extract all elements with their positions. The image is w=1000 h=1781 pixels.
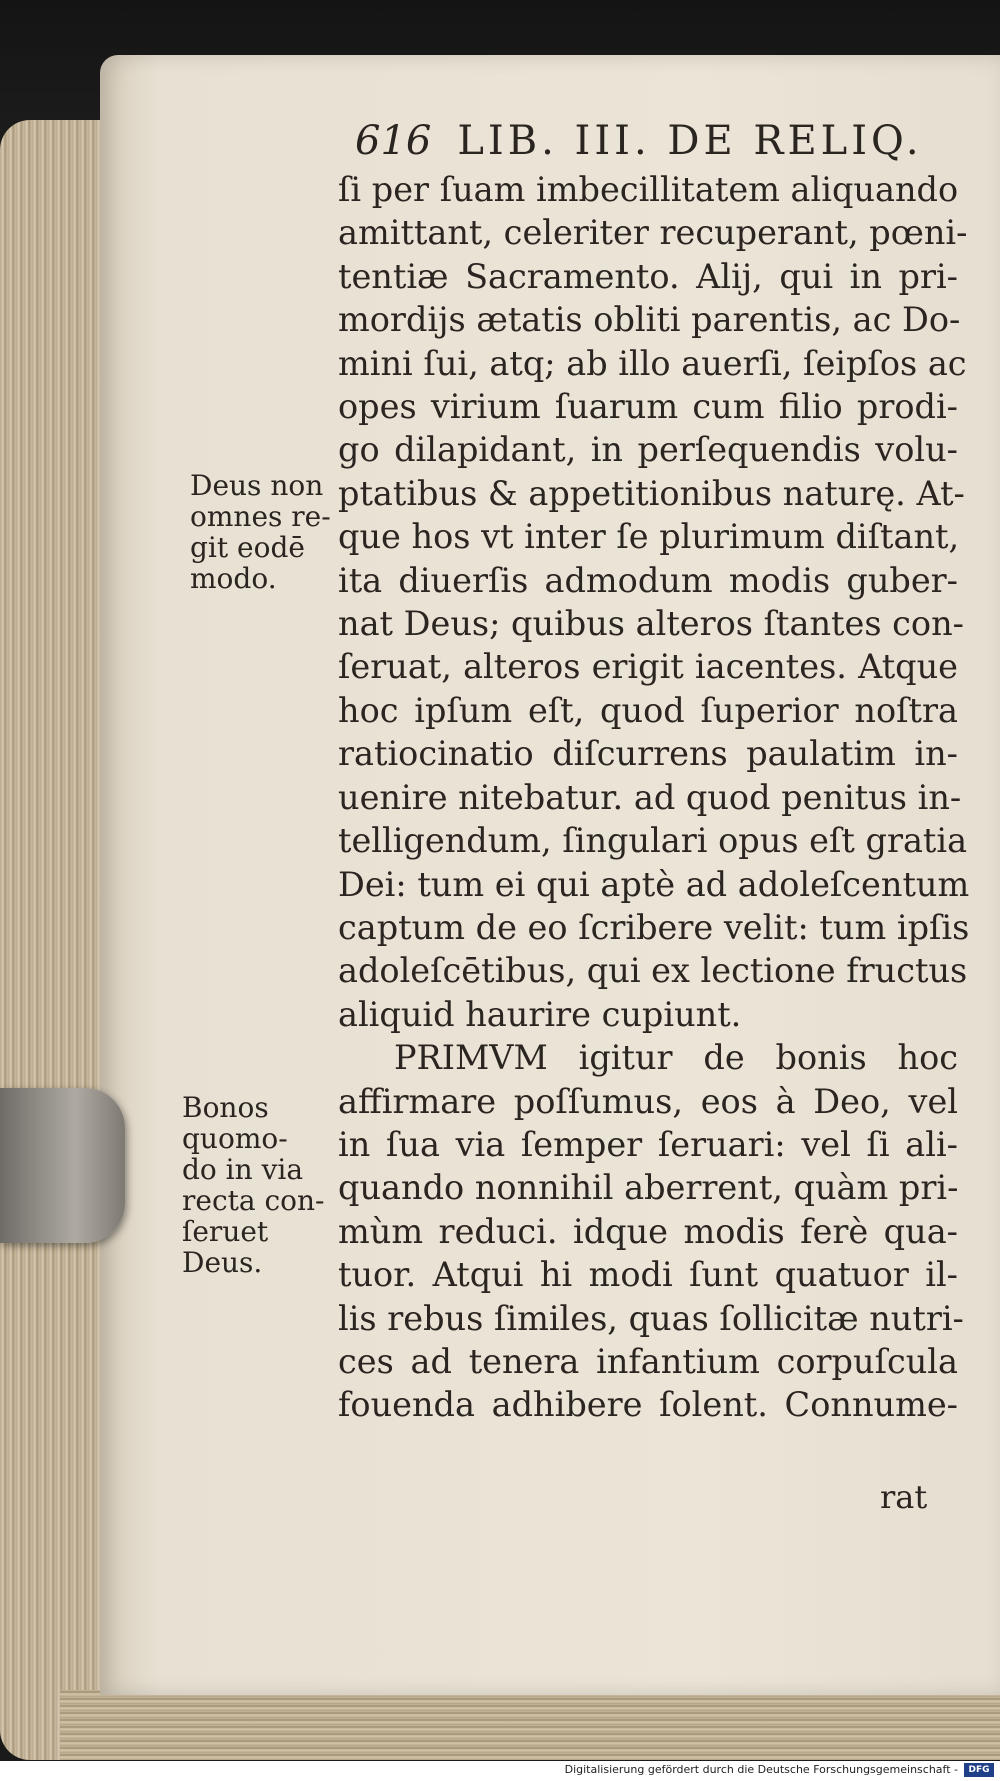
text-line: quando nonnihil aberrent, quàm pri- — [338, 1168, 959, 1208]
text-line: ſeruat, alteros erigit iacentes. Atque — [338, 647, 958, 687]
running-head-title: LIB. III. DE RELIQ. — [457, 118, 923, 164]
marginal-note-line: Deus non — [190, 469, 324, 502]
marginal-note-line: do in via — [182, 1153, 304, 1186]
text-line: opes virium ſuarum cum filio prodi- — [338, 387, 958, 427]
marginal-note-line: recta con- — [182, 1184, 325, 1217]
text-line: PRIMVM igitur de bonis hoc — [394, 1038, 958, 1078]
marginal-note-line: ſeruet — [182, 1215, 269, 1248]
text-line: mini ſui, atq; ab illo auerſi, ſeipſos ac — [338, 343, 967, 383]
text-line: aliquid haurire cupiunt. — [338, 994, 742, 1034]
body-text — [338, 168, 970, 1427]
marginal-note-line: git eodē — [190, 531, 305, 564]
text-line: go dilapidant, in perſequendis volu- — [338, 430, 958, 470]
catchword: rat — [880, 1478, 928, 1516]
text-line: adoleſcētibus, qui ex lectione fructus — [338, 951, 968, 991]
book-clasp — [0, 1088, 125, 1243]
book-page-edges — [0, 120, 110, 1760]
running-head — [355, 118, 955, 164]
dfg-logo-icon: DFG — [964, 1763, 994, 1777]
text-line: que hos vt inter ſe plurimum diſtant, — [338, 517, 960, 557]
text-line: tuor. Atqui hi modi ſunt quatuor il- — [338, 1255, 958, 1295]
text-line: amittant, celeriter recuperant, pœni- — [338, 213, 968, 253]
text-line: uenire nitebatur. ad quod penitus in- — [338, 777, 962, 817]
text-line: Dei: tum ei qui aptè ad adoleſcentum — [338, 864, 970, 904]
text-line: ptatibus & appetitionibus naturę. At- — [338, 473, 965, 513]
marginal-note-line: Deus. — [182, 1246, 263, 1279]
text-line: captum de eo ſcribere velit: tum ipſis — [338, 907, 970, 947]
text-line: ita diuerſis admodum modis guber- — [338, 560, 958, 600]
book-bottom-edges — [60, 1690, 1000, 1760]
text-line: fouenda adhibere ſolent. Connume- — [338, 1385, 958, 1425]
marginal-note-line: quomo- — [182, 1122, 288, 1155]
text-line: nat Deus; quibus alteros ſtantes con- — [338, 604, 964, 644]
text-line: tentiæ Sacramento. Alij, qui in pri- — [338, 256, 958, 296]
page-number: 616 — [355, 118, 432, 164]
text-line: ſi per ſuam imbecillitatem aliquando — [338, 170, 959, 209]
text-line: ratiocinatio diſcurrens paulatim in- — [338, 734, 958, 774]
text-line: mordijs ætatis obliti parentis, ac Do- — [338, 300, 961, 340]
text-line: ces ad tenera infantium corpuſcula — [338, 1341, 958, 1381]
text-line: affirmare poſſumus, eos à Deo, vel — [338, 1081, 958, 1121]
marginal-note-good-preserved — [182, 1092, 325, 1278]
marginal-note-line: Bonos — [182, 1091, 269, 1124]
text-line: lis rebus ſimiles, quas ſollicitæ nutri- — [338, 1298, 964, 1338]
funding-credit: Digitalisierung gefördert durch die Deutsche Forschungsgemeinschaft - — [564, 1763, 958, 1776]
text-line: telligendum, ſingulari opus eſt gratia — [338, 821, 968, 861]
text-line: hoc ipſum eſt, quod ſuperior noſtra — [338, 690, 958, 730]
text-line: mùm reduci. idque modis ferè qua- — [338, 1211, 958, 1251]
marginal-note-god-governs — [190, 470, 331, 594]
marginal-note-line: omnes re- — [190, 500, 331, 533]
text-line: in ſua via ſemper ſeruari: vel ſi ali- — [338, 1124, 958, 1164]
marginal-note-line: modo. — [190, 562, 277, 595]
